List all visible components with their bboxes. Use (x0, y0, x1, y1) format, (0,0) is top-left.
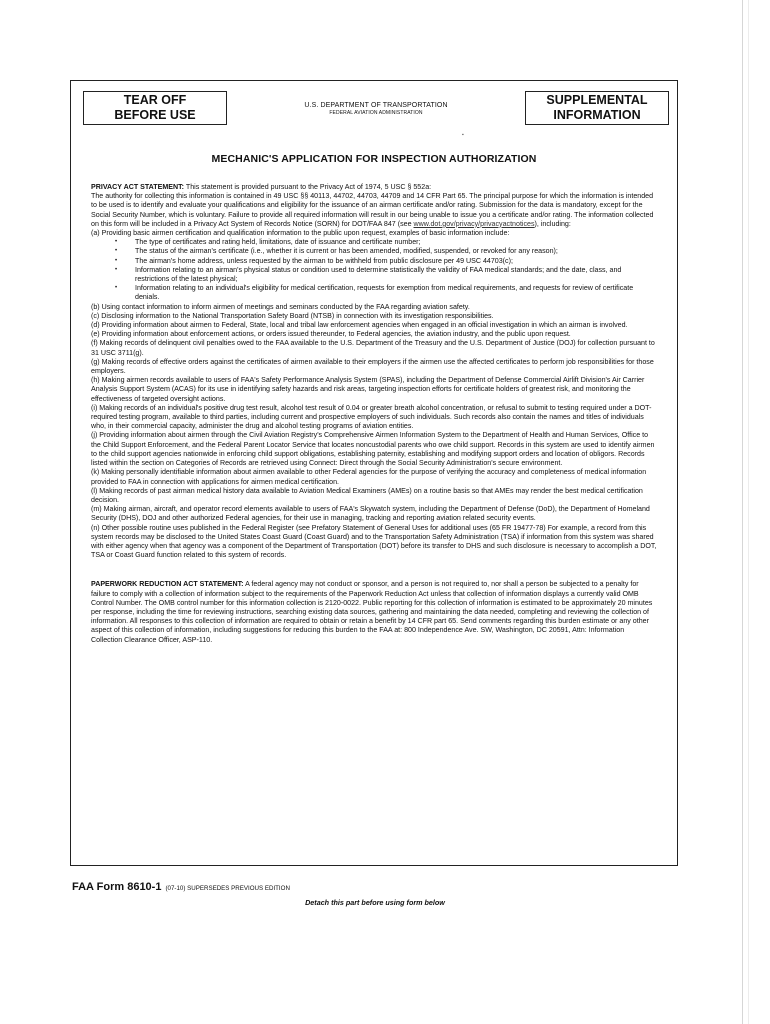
privacy-notices-link[interactable]: www.dot.gov/privacy/privacyactnotices (413, 219, 535, 228)
privacy-heading-line (91, 183, 657, 192)
form-number: FAA Form 8610-1 (72, 881, 162, 893)
page-title: MECHANIC'S APPLICATION FOR INSPECTION AUTHORIZATION (211, 153, 537, 165)
privacy-lead: This statement is provided pursuant to the Privacy Act of 1974, 5 USC § 552a: (184, 183, 432, 191)
basic-info-list (91, 238, 657, 302)
privacy-item-l: (l) Making records of past airman medical history data available to Aviation Medical Examiners (AMEs) on a routine basis so that AMEs may render the best medical certification decision. (91, 486, 643, 504)
privacy-item-i: (i) Making records of an individual's positive drug test result, alcohol test result of 0.04 or greater breath alcohol concentration, or refusal to submit to testing required under a DOT-required testing program, available to third parties, including current and prospective employers of such individuals. Such records also contain the names and titles of individuals who, in their commercial capacity, administer the drug and alcohol testing programs of aviation entities. (91, 403, 652, 431)
tear-off-line-2: BEFORE USE (114, 108, 196, 122)
privacy-item-m: (m) Making airman, aircraft, and operator record elements available to users of FAA's Skywatch system, including the Department of Defense (DoD), the Department of Homeland Security (DHS), DOJ and other authorized Federal agencies, for their use in managing, tracking and reporting aviation related security events. (91, 505, 650, 523)
list-item: • The status of the airman's certificate (i.e., whether it is current or has been amended, modified, suspended, or revoked for any reason); (91, 247, 657, 256)
form-footer (72, 877, 290, 895)
privacy-item-g: (g) Making records of effective orders against the certificates of airmen available to their employers if the airmen use the affected certificates to perform job responsibilities for those employers. (91, 357, 654, 376)
section-gap (91, 560, 657, 580)
privacy-item-n: (n) Other possible routine uses published in the Federal Register (see Prefatory Statement of General Uses for additional uses (65 FR 19477-78) For example, a record from this system records may be disclosed to the United States Coast Guard (Coast Guard) and to the Transportation Safety Administration (TSA) if information from this system was shared with either agency when that agency was a component of the Department of Transportation (DOT) before its transfer to DHS and such disclosure is necessary to accomplish a DOT, TSA or Coast Guard function related to this system of records. (91, 523, 657, 560)
privacy-item-h: (h) Making airmen records available to users of FAA's Safety Performance Analysis System (SPAS), including the Department of Defense Commercial Airlift Division's Air Carrier Analysis Support System (ACAS) for its use in identifying safety hazards and risk areas, targeting inspection efforts for certificate holders of greatest risk, and monitoring the effectiveness of targeted oversight actions. (91, 376, 645, 403)
agency-block (231, 102, 521, 116)
privacy-intro (91, 192, 657, 229)
form-edition: (07-10) SUPERSEDES PREVIOUS EDITION (165, 885, 290, 892)
list-item: • The airman's home address, unless requested by the airman to be withheld from public disclosure per 49 USC 44703(c); (91, 257, 657, 266)
scan-mark: ▪ (462, 132, 464, 138)
paperwork-text: A federal agency may not conduct or sponsor, and a person is not required to, nor shall a person be subjected to a penalty for failure to comply with a collection of information subject to the requirements of the Paperwork Reduction Act unless that collection of information displays a currently valid OMB Control Number. The OMB control number for this information collection is 2120-0022. Public reporting for this collection of information is estimated to be approximately 20 minutes per response, including the time for reviewing instructions, searching existing data sources, gathering and maintaining the data needed, completing and reviewing the collection of information. All responses to this collection of information are required to obtain or retain a benefit by 14 CFR part 65. Send comments regarding this burden estimate or any other aspect of this collection of information, including suggestions for reducing this burden to the FAA at: 800 Independence Ave. SW, Washington, DC 20591, Attn: Information Collection Clearance Officer, ASP-110. (91, 580, 653, 644)
detach-instruction: Detach this part before using form below (305, 898, 445, 907)
paperwork-heading: PAPERWORK REDUCTION ACT STATEMENT: (91, 580, 244, 589)
list-item: • Information relating to an individual's eligibility for medical certification, requests for exemption from medical requirements, and requests for review of certificate denials. (91, 284, 657, 302)
paperwork-statement (91, 580, 657, 644)
supplemental-line-1: SUPPLEMENTAL (546, 93, 648, 107)
tear-off-box (83, 91, 227, 125)
list-item: • Information relating to an airman's physical status or condition used to determine statistically the validity of FAA medical standards; and the date, class, and restrictions of the latest physical; (91, 266, 657, 284)
privacy-item-b: (b) Using contact information to inform airmen of meetings and seminars conducted by the FAA regarding aviation safety. (91, 302, 470, 311)
sheet-edge (742, 0, 743, 1024)
privacy-item-e: (e) Providing information about enforcement actions, or orders issued thereunder, to Federal agencies, the aviation industry, and the public upon request. (91, 330, 571, 339)
privacy-item-j: (j) Providing information about airmen through the Civil Aviation Registry's Comprehensive Airmen Information System to the Department of Health and Human Services, Office to the Child Support Enforcement, and the Federal Parent Locator Service that locates noncustodial parents who owe child support. Records in this system are used to identify airmen to the child support agencies nationwide in enforcing child support obligations, establishing paternity, establishing and modifying support orders and location of obligors. Records listed within the section on Categories of Records are retrieved using Connect: Direct through the Social Security Administration's secure environment. (91, 431, 655, 468)
privacy-intro-tail: ), including: (534, 219, 571, 228)
privacy-item-d: (d) Providing information about airmen to Federal, State, local and tribal law enforcement agencies when engaged in an official investigation in which an airman is involved. (91, 321, 628, 330)
privacy-heading: PRIVACY ACT STATEMENT: (91, 183, 185, 191)
agency-name: U.S. DEPARTMENT OF TRANSPORTATION (304, 102, 448, 109)
form-frame (70, 80, 678, 866)
privacy-item-k: (k) Making personally identifiable information about airmen available to other Federal agencies for the purpose of verifying the accuracy and completeness of medical information provided to FAA in connection with applications for airmen medical certification. (91, 468, 647, 486)
privacy-item-c: (c) Disclosing information to the National Transportation Safety Board (NTSB) in connection with its investigation responsibilities. (91, 311, 494, 320)
privacy-item-f: (f) Making records of delinquent civil penalties owed to the FAA available to the U.S. Department of the Treasury and the U.S. Department of Justice (DOJ) for collection pursuant to 31 USC 3711(g). (91, 339, 655, 357)
sheet-edge-shadow (748, 0, 749, 1024)
body-text (91, 183, 657, 645)
supplemental-box (525, 91, 669, 125)
list-item: • The type of certificates and rating held, limitations, date of issuance and certificate number; (91, 238, 657, 247)
sub-agency-name: FEDERAL AVIATION ADMINISTRATION (329, 110, 423, 116)
tear-off-line-1: TEAR OFF (123, 93, 187, 107)
supplemental-line-2: INFORMATION (553, 108, 641, 122)
privacy-item-a: (a) Providing basic airmen certification and qualification information to the public upon request, examples of basic information include: (91, 229, 510, 238)
privacy-intro-text: The authority for collecting this information is contained in 49 USC §§ 40113, 44702, 44703, 44709 and 14 CFR Part 65. The principal purpose for which the information is intended to be used is to identify and evaluate your qualifications and eligibility for the issuance of an airman certificate and/or rating. Submission for the data is mandatory, except for the Social Security Number, which is voluntary. Failure to provide all required information will result in our being unable to issue you a certificate and/or rating. The information collected on this form will be included in a Privacy Act System of Records Notice (SORN) for DOT/FAA 847 (see (91, 192, 654, 228)
